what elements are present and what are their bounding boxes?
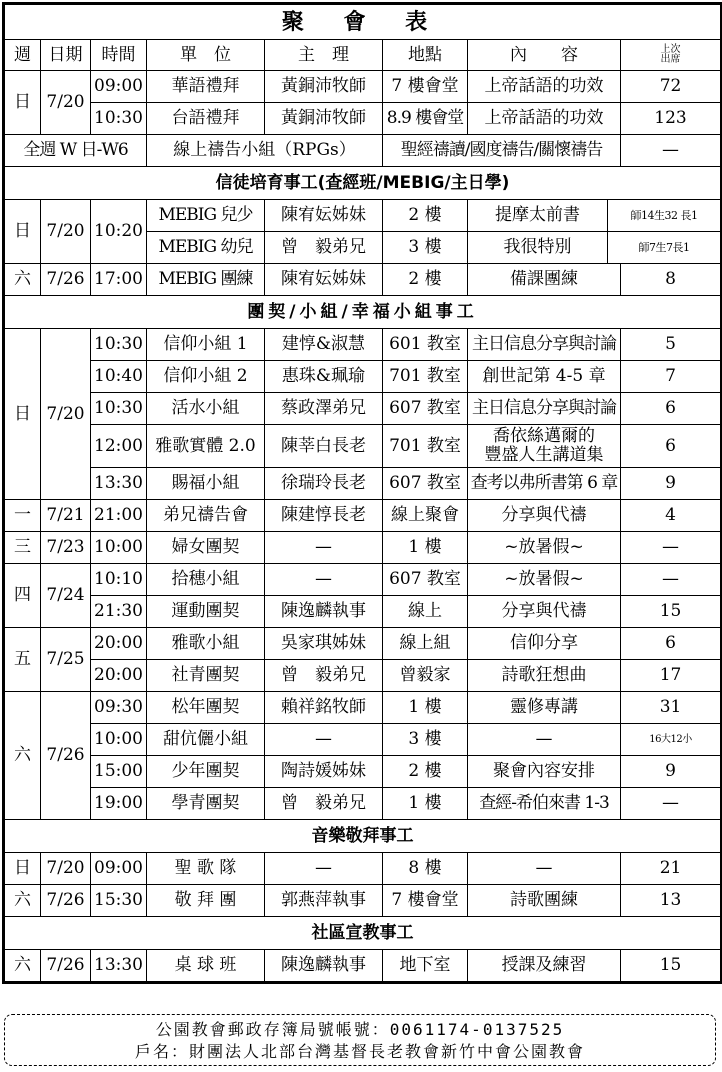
header-week: 週: [5, 40, 41, 71]
time-cell: 12:00: [91, 425, 147, 468]
place-cell: 線上組: [383, 628, 468, 660]
unit-cell: 賜福小組: [147, 468, 265, 500]
time-cell: 10:30: [91, 393, 147, 425]
place-cell: 8 樓: [383, 853, 468, 885]
leader-cell: 曾 毅弟兄: [265, 660, 383, 692]
attendance-cell: 21: [621, 853, 721, 885]
page-title: 聚 會 表: [5, 5, 721, 40]
header-content: 內 容: [468, 40, 621, 71]
table-row: [5, 200, 721, 232]
time-cell: 20:00: [91, 660, 147, 692]
leader-cell: 曾 毅弟兄: [265, 232, 383, 264]
content-line: 豐盛人生講道集: [484, 445, 604, 465]
leader-cell: 陳宥妘姊妹: [265, 200, 383, 232]
place-cell: 701 教室: [383, 361, 468, 393]
time-cell: 13:30: [91, 950, 147, 982]
attendance-cell: 師14生32 長1: [608, 200, 721, 232]
leader-cell: 吳家琪姊妹: [265, 628, 383, 660]
content-cell: 備課團練: [468, 264, 621, 296]
content-cell: 詩歌團練: [468, 885, 621, 917]
date-cell: 7/26: [41, 950, 91, 982]
time-cell: 09:00: [91, 71, 147, 103]
schedule-table: [4, 4, 721, 982]
day-cell: 日: [5, 200, 41, 264]
place-cell: 2 樓: [383, 200, 468, 232]
leader-cell: 陳莘白長老: [265, 425, 383, 468]
header-leader: 主 理: [265, 40, 383, 71]
attendance-cell: 15: [621, 596, 721, 628]
date-cell: 7/24: [41, 564, 91, 628]
table-row: [5, 361, 721, 393]
attendance-cell: 17: [621, 660, 721, 692]
unit-cell: 運動團契: [147, 596, 265, 628]
section-title-fellowship: 團契/小組/幸福小組事工: [5, 296, 721, 329]
day-cell: 四: [5, 564, 41, 628]
content-cell: ~放暑假~: [468, 564, 621, 596]
table-row: [5, 596, 721, 628]
unit-cell: 婦女團契: [147, 532, 265, 564]
attendance-cell: 9: [621, 468, 721, 500]
day-cell: 一: [5, 500, 41, 532]
content-cell: 信仰分享: [468, 628, 621, 660]
leader-cell: —: [265, 532, 383, 564]
time-cell: 20:00: [91, 628, 147, 660]
leader-cell: 陳逸麟執事: [265, 950, 383, 982]
time-cell: 17:00: [91, 264, 147, 296]
header-attendance-line2: 出席: [660, 54, 681, 65]
donation-info: [4, 1014, 716, 1066]
content-cell: 上帝話語的功效: [468, 71, 621, 103]
attendance-cell: 8: [621, 264, 721, 296]
attendance-cell: —: [621, 532, 721, 564]
day-cell: 六: [5, 950, 41, 982]
place-cell: 8.9 樓會堂: [383, 103, 468, 135]
attendance-cell: 6: [621, 425, 721, 468]
date-cell: 7/25: [41, 628, 91, 692]
unit-cell: 學青團契: [147, 788, 265, 820]
header-attendance-line1: 上次: [660, 44, 681, 55]
day-cell: 日: [5, 329, 41, 500]
leader-cell: 黃銅沛牧師: [265, 71, 383, 103]
leader-cell: 黃銅沛牧師: [265, 103, 383, 135]
table-row: [5, 756, 721, 788]
content-cell: 授課及練習: [468, 950, 621, 982]
unit-cell: 少年團契: [147, 756, 265, 788]
leader-cell: 建惇&淑慧: [265, 329, 383, 361]
day-cell: 五: [5, 628, 41, 692]
content-cell: 靈修專講: [468, 692, 621, 724]
day-cell: 日: [5, 853, 41, 885]
header-date: 日期: [41, 40, 91, 71]
place-cell: 2 樓: [383, 264, 468, 296]
leader-cell: 陳逸麟執事: [265, 596, 383, 628]
table-row: [5, 264, 721, 296]
account-number: 公園教會郵政存簿局號帳號：0061174-0137525: [155, 1020, 565, 1039]
day-cell: 六: [5, 885, 41, 917]
place-cell: 7 樓會堂: [383, 71, 468, 103]
date-cell: 7/21: [41, 500, 91, 532]
header-attendance: [621, 40, 721, 71]
unit-cell: 雅歌小組: [147, 628, 265, 660]
table-row: [5, 853, 721, 885]
unit-cell: 雅歌實體 2.0: [147, 425, 265, 468]
unit-cell: 台語禮拜: [147, 103, 265, 135]
attendance-cell: 師7生7長1: [608, 232, 721, 264]
unit-cell: 松年團契: [147, 692, 265, 724]
attendance-cell: 16大12小: [621, 724, 721, 756]
attendance-cell: 31: [621, 692, 721, 724]
leader-cell: 陳宥妘姊妹: [265, 264, 383, 296]
time-cell: 15:00: [91, 756, 147, 788]
header-place: 地點: [383, 40, 468, 71]
place-cell: 1 樓: [383, 532, 468, 564]
leader-cell: 陶詩媛姊妹: [265, 756, 383, 788]
leader-cell: 陳建惇長老: [265, 500, 383, 532]
date-cell: 7/26: [41, 264, 91, 296]
date-cell: 7/26: [41, 692, 91, 820]
place-cell: 601 教室: [383, 329, 468, 361]
table-row: [5, 468, 721, 500]
header-time: 時間: [91, 40, 147, 71]
attendance-cell: 6: [621, 393, 721, 425]
section-title-music: 音樂敬拜事工: [5, 820, 721, 853]
date-cell: 7/23: [41, 532, 91, 564]
table-row: [5, 724, 721, 756]
table-row: [5, 425, 721, 468]
date-cell: 7/26: [41, 885, 91, 917]
table-row: [5, 885, 721, 917]
leader-cell: 郭燕萍執事: [265, 885, 383, 917]
day-cell: 三: [5, 532, 41, 564]
attendance-cell: 4: [621, 500, 721, 532]
account-name: 戶名：財團法人北部台灣基督長老教會新竹中會公園教會: [134, 1042, 585, 1061]
time-cell: 09:00: [91, 853, 147, 885]
header-unit: 單 位: [147, 40, 265, 71]
unit-cell: 聖 歌 隊: [147, 853, 265, 885]
leader-cell: 曾 毅弟兄: [265, 788, 383, 820]
leader-cell: —: [265, 853, 383, 885]
day-cell: 六: [5, 264, 41, 296]
content-cell: 詩歌狂想曲: [468, 660, 621, 692]
content-cell: 分享與代禱: [468, 596, 621, 628]
day-cell: 六: [5, 692, 41, 820]
unit-cell: 信仰小組 1: [147, 329, 265, 361]
attendance-cell: —: [621, 788, 721, 820]
unit-cell: 桌 球 班: [147, 950, 265, 982]
place-cell: 地下室: [383, 950, 468, 982]
content-cell: 我很特別: [468, 232, 608, 264]
attendance-cell: 5: [621, 329, 721, 361]
place-cell: 曾毅家: [383, 660, 468, 692]
place-cell: 607 教室: [383, 468, 468, 500]
place-cell: 7 樓會堂: [383, 885, 468, 917]
section-title-community: 社區宣教事工: [5, 917, 721, 950]
time-cell: 21:30: [91, 596, 147, 628]
attendance-cell: 123: [621, 103, 721, 135]
date-cell: 7/20: [41, 853, 91, 885]
date-cell: 7/20: [41, 71, 91, 135]
leader-cell: —: [265, 724, 383, 756]
date-cell: 7/20: [41, 200, 91, 264]
table-row: [5, 950, 721, 982]
content-cell: 創世記第 4-5 章: [468, 361, 621, 393]
span-cell: 全週 W 日-W6: [5, 135, 147, 167]
day-cell: 日: [5, 71, 41, 135]
place-cell: 線上: [383, 596, 468, 628]
unit-cell: 華語禮拜: [147, 71, 265, 103]
place-cell: 1 樓: [383, 692, 468, 724]
time-cell: 13:30: [91, 468, 147, 500]
unit-cell: 甜伉儷小組: [147, 724, 265, 756]
attendance-cell: 7: [621, 361, 721, 393]
time-cell: 10:00: [91, 724, 147, 756]
unit-cell: MEBIG 團練: [147, 264, 265, 296]
unit-cell: 拾穗小組: [147, 564, 265, 596]
unit-cell: MEBIG 兒少: [147, 200, 265, 232]
time-cell: 10:00: [91, 532, 147, 564]
table-row: [5, 628, 721, 660]
unit-cell: 活水小組: [147, 393, 265, 425]
table-row: [5, 393, 721, 425]
content-cell: 主日信息分享與討論: [468, 329, 621, 361]
unit-cell: 線上禱告小組（RPGs）: [147, 135, 383, 167]
content-cell: ~放暑假~: [468, 532, 621, 564]
content-cell: —: [468, 853, 621, 885]
table-row: [5, 788, 721, 820]
place-cell: 701 教室: [383, 425, 468, 468]
table-row: [5, 71, 721, 103]
content-cell: 上帝話語的功效: [468, 103, 621, 135]
unit-cell: 敬 拜 團: [147, 885, 265, 917]
content-cell: 聖經禱讀/國度禱告/關懷禱告: [383, 135, 621, 167]
leader-cell: 蔡政澤弟兄: [265, 393, 383, 425]
leader-cell: 徐瑞玲長老: [265, 468, 383, 500]
content-line: 喬依絲邁爾的: [493, 426, 595, 446]
content-cell: —: [468, 724, 621, 756]
table-row: [5, 692, 721, 724]
section-title-education: 信徒培育事工(查經班/MEBIG/主日學): [5, 167, 721, 200]
table-row: [5, 660, 721, 692]
unit-cell: 弟兄禱告會: [147, 500, 265, 532]
table-row: [5, 135, 721, 167]
time-cell: 10:30: [91, 103, 147, 135]
content-cell: [468, 425, 621, 468]
content-cell: 查考以弗所書第 6 章: [468, 468, 621, 500]
table-row: [5, 103, 721, 135]
attendance-cell: 13: [621, 885, 721, 917]
place-cell: 2 樓: [383, 756, 468, 788]
table-row: [5, 329, 721, 361]
time-cell: 09:30: [91, 692, 147, 724]
attendance-cell: —: [621, 135, 721, 167]
place-cell: 3 樓: [383, 232, 468, 264]
attendance-cell: 6: [621, 628, 721, 660]
time-cell: 15:30: [91, 885, 147, 917]
content-cell: 查經-希伯來書 1-3: [468, 788, 621, 820]
content-cell: 主日信息分享與討論: [468, 393, 621, 425]
header-row: [5, 40, 721, 71]
attendance-cell: —: [621, 564, 721, 596]
time-cell: 21:00: [91, 500, 147, 532]
unit-cell: MEBIG 幼兒: [147, 232, 265, 264]
table-row: [5, 532, 721, 564]
date-cell: 7/20: [41, 329, 91, 500]
unit-cell: 信仰小組 2: [147, 361, 265, 393]
meeting-schedule: [2, 2, 722, 984]
attendance-cell: 9: [621, 756, 721, 788]
content-cell: 分享與代禱: [468, 500, 621, 532]
attendance-cell: 15: [621, 950, 721, 982]
content-cell: 聚會內容安排: [468, 756, 621, 788]
place-cell: 607 教室: [383, 564, 468, 596]
time-cell: 10:10: [91, 564, 147, 596]
unit-cell: 社青團契: [147, 660, 265, 692]
attendance-cell: 72: [621, 71, 721, 103]
time-cell: 10:20: [91, 200, 147, 264]
leader-cell: 惠珠&珮瑜: [265, 361, 383, 393]
place-cell: 3 樓: [383, 724, 468, 756]
leader-cell: —: [265, 564, 383, 596]
place-cell: 線上聚會: [383, 500, 468, 532]
table-row: [5, 564, 721, 596]
time-cell: 10:40: [91, 361, 147, 393]
time-cell: 10:30: [91, 329, 147, 361]
place-cell: 1 樓: [383, 788, 468, 820]
table-row: [5, 500, 721, 532]
place-cell: 607 教室: [383, 393, 468, 425]
leader-cell: 賴祥銘牧師: [265, 692, 383, 724]
time-cell: 19:00: [91, 788, 147, 820]
content-cell: 提摩太前書: [468, 200, 608, 232]
